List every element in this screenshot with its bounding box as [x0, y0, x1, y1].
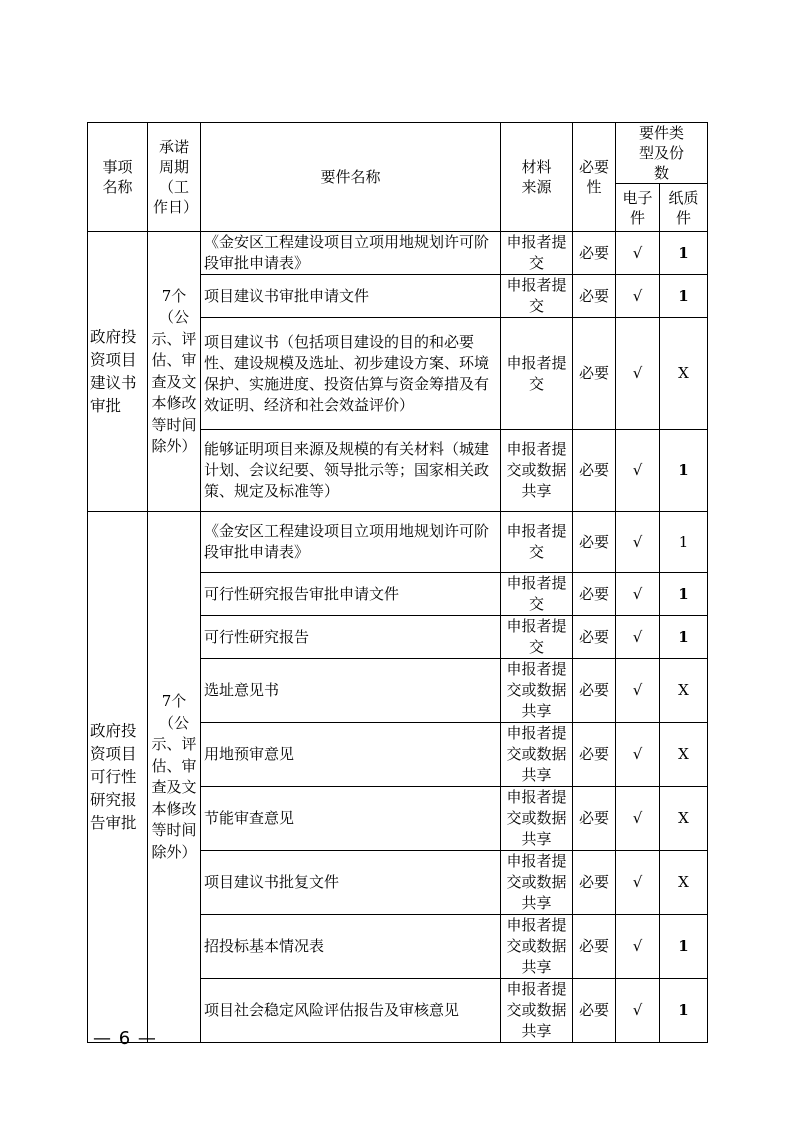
paper-cell: 1	[660, 979, 708, 1043]
source-cell: 申报者提交	[501, 616, 573, 659]
electronic-cell: √	[616, 616, 660, 659]
required-cell: 必要	[573, 616, 616, 659]
electronic-cell: √	[616, 915, 660, 979]
material-name-cell: 《金安区工程建设项目立项用地规划许可阶段审批申请表》	[201, 232, 501, 275]
source-cell: 申报者提交	[501, 232, 573, 275]
paper-cell: X	[660, 318, 708, 430]
requirements-table	[87, 122, 708, 1043]
material-name-cell: 可行性研究报告审批申请文件	[201, 573, 501, 616]
required-cell: 必要	[573, 430, 616, 512]
page-number: — 6 —	[93, 1028, 157, 1049]
required-cell: 必要	[573, 512, 616, 573]
electronic-cell: √	[616, 659, 660, 723]
header-source: 材料来源	[501, 123, 573, 232]
paper-cell: 1	[660, 573, 708, 616]
paper-cell: X	[660, 659, 708, 723]
electronic-cell: √	[616, 275, 660, 318]
source-cell: 申报者提交	[501, 573, 573, 616]
paper-cell: 1	[660, 616, 708, 659]
header-paper: 纸质件	[660, 184, 708, 232]
required-cell: 必要	[573, 275, 616, 318]
electronic-cell: √	[616, 573, 660, 616]
material-name-cell: 项目建议书（包括项目建设的目的和必要性、建设规模及选址、初步建设方案、环境保护、实施进度、投资估算与资金筹措及有效证明、经济和社会效益评价）	[201, 318, 501, 430]
electronic-cell: √	[616, 232, 660, 275]
header-material-name: 要件名称	[201, 123, 501, 232]
table-row	[88, 512, 708, 573]
required-cell: 必要	[573, 915, 616, 979]
material-name-cell: 招投标基本情况表	[201, 915, 501, 979]
paper-cell: 1	[660, 275, 708, 318]
source-cell: 申报者提交或数据共享	[501, 659, 573, 723]
source-cell: 申报者提交或数据共享	[501, 979, 573, 1043]
required-cell: 必要	[573, 318, 616, 430]
material-name-cell: 节能审查意见	[201, 787, 501, 851]
paper-cell: X	[660, 851, 708, 915]
header-period: 承诺周期（工作日）	[148, 123, 201, 232]
electronic-cell: √	[616, 979, 660, 1043]
header-required: 必要性	[573, 123, 616, 232]
paper-cell: 1	[660, 430, 708, 512]
source-cell: 申报者提交	[501, 318, 573, 430]
period-cell: 7个（公示、评估、审查及文本修改等时间除外）	[148, 512, 201, 1043]
header-electronic: 电子件	[616, 184, 660, 232]
source-cell: 申报者提交或数据共享	[501, 723, 573, 787]
item-name-cell: 政府投资项目可行性研究报告审批	[88, 512, 148, 1043]
required-cell: 必要	[573, 723, 616, 787]
source-cell: 申报者提交或数据共享	[501, 915, 573, 979]
material-name-cell: 项目建议书审批申请文件	[201, 275, 501, 318]
material-name-cell: 《金安区工程建设项目立项用地规划许可阶段审批申请表》	[201, 512, 501, 573]
material-name-cell: 可行性研究报告	[201, 616, 501, 659]
material-name-cell: 项目社会稳定风险评估报告及审核意见	[201, 979, 501, 1043]
source-cell: 申报者提交或数据共享	[501, 430, 573, 512]
source-cell: 申报者提交或数据共享	[501, 851, 573, 915]
material-name-cell: 能够证明项目来源及规模的有关材料（城建计划、会议纪要、领导批示等；国家相关政策、规定及标准等）	[201, 430, 501, 512]
header-item-name: 事项名称	[88, 123, 148, 232]
required-cell: 必要	[573, 659, 616, 723]
electronic-cell: √	[616, 318, 660, 430]
source-cell: 申报者提交或数据共享	[501, 787, 573, 851]
material-name-cell: 用地预审意见	[201, 723, 501, 787]
electronic-cell: √	[616, 851, 660, 915]
required-cell: 必要	[573, 232, 616, 275]
paper-cell: 1	[660, 232, 708, 275]
paper-cell: X	[660, 787, 708, 851]
paper-cell: 1	[660, 915, 708, 979]
paper-cell: 1	[660, 512, 708, 573]
paper-cell: X	[660, 723, 708, 787]
electronic-cell: √	[616, 723, 660, 787]
electronic-cell: √	[616, 430, 660, 512]
header-type-group: 要件类型及份数	[616, 123, 708, 184]
material-name-cell: 项目建议书批复文件	[201, 851, 501, 915]
source-cell: 申报者提交	[501, 512, 573, 573]
item-name-cell: 政府投资项目建议书审批	[88, 232, 148, 512]
required-cell: 必要	[573, 979, 616, 1043]
table-row	[88, 232, 708, 275]
material-name-cell: 选址意见书	[201, 659, 501, 723]
requirements-table-wrapper	[87, 122, 707, 1043]
electronic-cell: √	[616, 787, 660, 851]
electronic-cell: √	[616, 512, 660, 573]
required-cell: 必要	[573, 573, 616, 616]
period-cell: 7个（公示、评估、审查及文本修改等时间除外）	[148, 232, 201, 512]
required-cell: 必要	[573, 787, 616, 851]
source-cell: 申报者提交	[501, 275, 573, 318]
required-cell: 必要	[573, 851, 616, 915]
